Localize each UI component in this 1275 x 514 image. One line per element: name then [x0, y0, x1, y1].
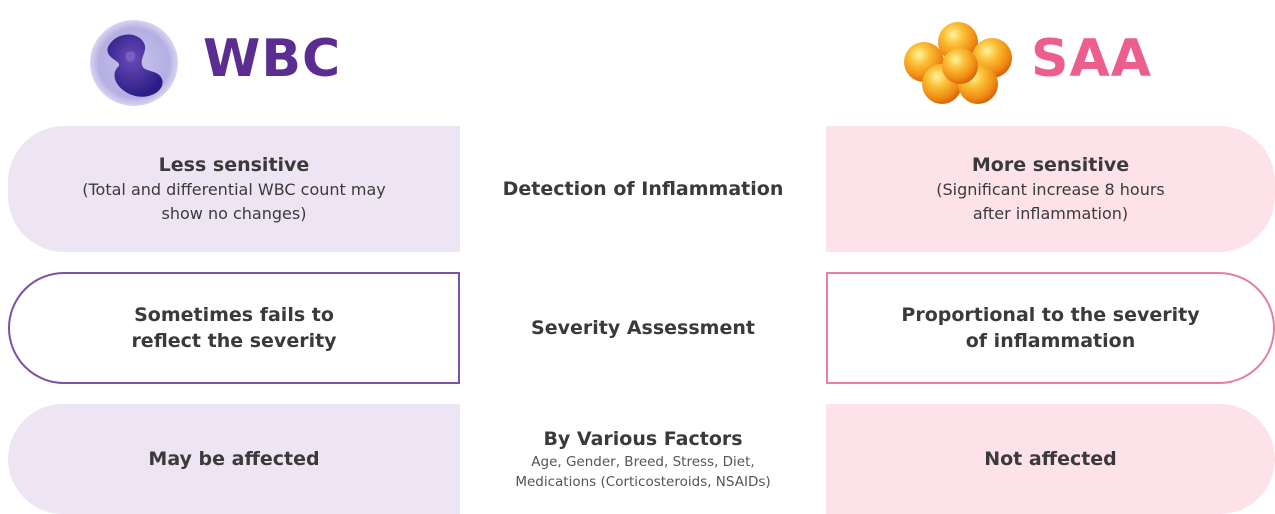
saa-detection-detail-line1: (Significant increase 8 hours — [936, 180, 1165, 199]
saa-severity-cell — [826, 272, 1275, 384]
saa-severity-line2: of inflammation — [965, 330, 1136, 352]
wbc-title: WBC — [203, 29, 342, 89]
wbc-detection-detail-line1: (Total and differential WBC count may — [82, 180, 386, 199]
saa-severity-line1: Proportional to the severity — [901, 304, 1200, 326]
criterion-severity-label: Severity Assessment — [531, 317, 755, 339]
wbc-cell-icon — [86, 17, 182, 109]
wbc-severity-line2: reflect the severity — [131, 330, 337, 352]
criterion-factors — [460, 404, 826, 514]
criterion-detection-label: Detection of Inflammation — [502, 178, 784, 200]
wbc-detection-detail-line2: show no changes) — [161, 204, 307, 223]
wbc-detection-cell — [8, 126, 460, 252]
criterion-severity — [460, 272, 826, 384]
saa-factors-text: Not affected — [984, 448, 1117, 470]
criterion-factors-sub-line2: Medications (Corticosteroids, NSAIDs) — [515, 474, 771, 490]
criterion-factors-label: By Various Factors — [543, 428, 743, 450]
wbc-factors-text: May be affected — [148, 448, 320, 470]
wbc-detection-heading: Less sensitive — [158, 154, 310, 176]
criterion-detection — [460, 126, 826, 252]
wbc-severity-line1: Sometimes fails to — [134, 304, 334, 326]
wbc-factors-cell — [8, 404, 460, 514]
saa-protein-cluster-icon — [900, 22, 1020, 108]
saa-detection-cell — [826, 126, 1275, 252]
saa-title: SAA — [1031, 29, 1152, 89]
saa-factors-cell — [826, 404, 1275, 514]
saa-detection-detail-line2: after inflammation) — [972, 204, 1129, 223]
wbc-severity-cell — [8, 272, 460, 384]
criterion-factors-sub-line1: Age, Gender, Breed, Stress, Diet, — [531, 454, 755, 470]
saa-detection-heading: More sensitive — [971, 154, 1130, 176]
